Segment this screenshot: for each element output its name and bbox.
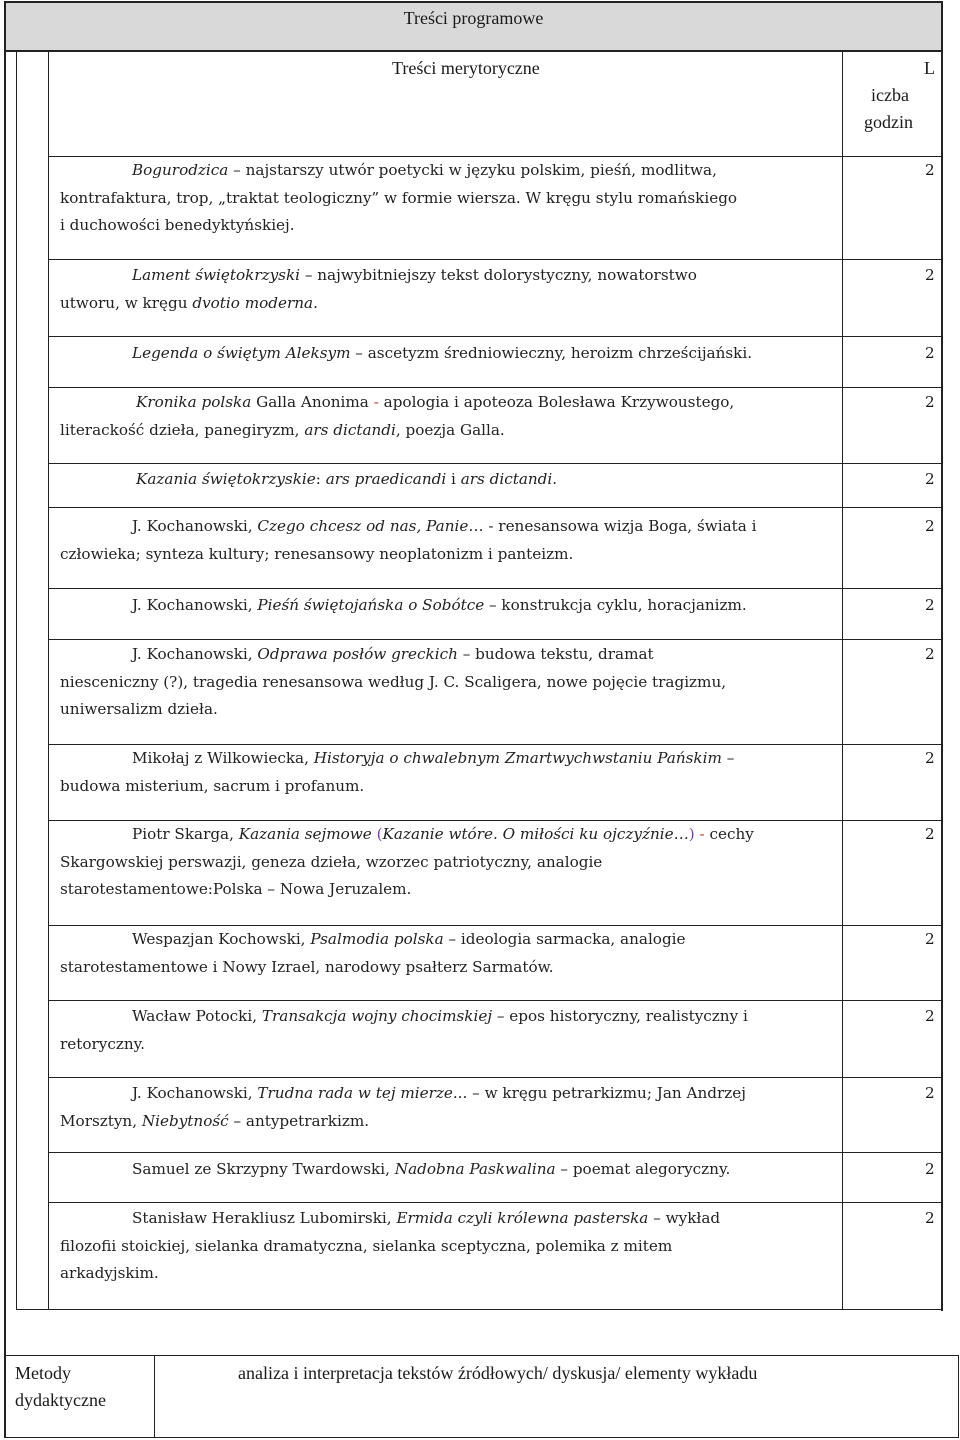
row-hours: 2	[925, 161, 935, 179]
row-content: Legenda o świętym Aleksym – ascetyzm średniowieczny, heroizm chrześcijański.	[132, 344, 753, 362]
frame-right	[941, 1, 943, 1311]
row-hours: 2	[925, 393, 935, 411]
row-sep	[48, 1077, 943, 1078]
col-header-hours-l2: iczba	[871, 85, 909, 105]
frame-left	[4, 1, 6, 1438]
row-sep	[48, 1152, 943, 1153]
methods-top-line	[4, 1355, 959, 1356]
row-content: J. Kochanowski, Trudna rada w tej mierze... – w kręgu petrarkizmu; Jan Andrzej Morsztyn, Niebytność – antypetrarkizm.	[60, 1084, 746, 1130]
methods-divider	[154, 1355, 155, 1438]
row-content: Wacław Potocki, Transakcja wojny chocimskiej – epos historyczny, realistyczny i retoryczny.	[60, 1007, 748, 1053]
row-sep	[48, 336, 943, 337]
table-col-line	[48, 50, 49, 1310]
row-content: Wespazjan Kochowski, Psalmodia polska – ideologia sarmacka, analogie starotestamentowe i Nowy Izrael, narodowy psałterz Sarmatów.	[60, 930, 686, 976]
row-content: Samuel ze Skrzypny Twardowski, Nadobna Paskwalina – poemat alegoryczny.	[132, 1160, 731, 1178]
row-content: Stanisław Herakliusz Lubomirski, Ermida czyli królewna pasterska – wykład filozofii stoickiej, sielanka dramatyczna, sielanka sceptyczna, polemika z mitem arkadyjskim.	[60, 1209, 721, 1282]
table-left-line	[16, 50, 17, 1310]
row-hours: 2	[925, 1007, 935, 1025]
row-content: Piotr Skarga, Kazania sejmowe (Kazanie wtóre. O miłości ku ojczyźnie…) - cechy Skargowskiej perswazji, geneza dzieła, wzorzec patriotyczny, analogie starotestamentowe:Polska – Nowa Jeruzalem.	[60, 825, 754, 898]
row-hours: 2	[925, 470, 935, 488]
row-sep	[48, 463, 943, 464]
row-sep	[48, 387, 943, 388]
row-content: Kazania świętokrzyskie: ars praedicandi i ars dictandi.	[136, 470, 558, 488]
row-hours: 2	[925, 1084, 935, 1102]
col-header-content: Treści merytoryczne	[392, 58, 540, 78]
row-content: J. Kochanowski, Czego chcesz od nas, Panie… - renesansowa wizja Boga, świata i człowieka; synteza kultury; renesansowy neoplatonizm i panteizm.	[60, 517, 757, 563]
row-hours: 2	[925, 1209, 935, 1227]
row-hours: 2	[925, 1160, 935, 1178]
row-sep	[48, 639, 943, 640]
row-hours: 2	[925, 825, 935, 843]
row-sep	[48, 1202, 943, 1203]
row-content: Lament świętokrzyski – najwybitniejszy tekst dolorystyczny, nowatorstwo utworu, w kręgu dvotio moderna.	[60, 266, 697, 312]
row-content: Mikołaj z Wilkowiecka, Historyja o chwalebnym Zmartwychwstaniu Pańskim – budowa misterium, sacrum i profanum.	[60, 749, 735, 795]
col-header-hours-l3: godzin	[864, 112, 913, 132]
methods-label-l1: Metody	[15, 1363, 71, 1383]
header-bottom-line	[4, 50, 943, 52]
methods-right-line	[958, 1355, 959, 1438]
section-title: Treści programowe	[5, 2, 942, 50]
row-sep	[48, 1000, 943, 1001]
row-content: J. Kochanowski, Pieśń świętojańska o Sobótce – konstrukcja cyklu, horacjanizm.	[132, 596, 747, 614]
row-hours: 2	[925, 266, 935, 284]
row-hours: 2	[925, 517, 935, 535]
row-content: Kronika polska Galla Anonima - apologia i apoteoza Bolesława Krzywoustego, literackość dzieła, panegiryzm, ars dictandi, poezja Galla.	[60, 393, 735, 439]
row-sep	[48, 507, 943, 508]
methods-label-l2: dydaktyczne	[15, 1390, 106, 1410]
row-hours: 2	[925, 344, 935, 362]
row-hours: 2	[925, 596, 935, 614]
frame-top	[4, 1, 943, 3]
row-hours: 2	[925, 749, 935, 767]
methods-value: analiza i interpretacja tekstów źródłowych/ dyskusja/ elementy wykładu	[238, 1363, 758, 1383]
row-sep	[48, 259, 943, 260]
row-content: J. Kochanowski, Odprawa posłów greckich – budowa tekstu, dramat niesceniczny (?), tragedia renesansowa według J. C. Scaligera, nowe pojęcie tragizmu, uniwersalizm dzieła.	[60, 645, 727, 718]
table-hours-col-line	[842, 50, 843, 1310]
row-content: Bogurodzica – najstarszy utwór poetycki w języku polskim, pieśń, modlitwa, kontrafaktura, trop, „traktat teologiczny” w formie wiersza. W kręgu stylu romańskiego i duchowości benedyktyńskiej.	[60, 161, 738, 234]
row-sep	[48, 588, 943, 589]
row-hours: 2	[925, 645, 935, 663]
methods-bottom-line	[4, 1437, 959, 1438]
row-hours: 2	[925, 930, 935, 948]
col-header-hours-l1: L	[924, 58, 935, 78]
table-bottom-line	[16, 1309, 943, 1310]
